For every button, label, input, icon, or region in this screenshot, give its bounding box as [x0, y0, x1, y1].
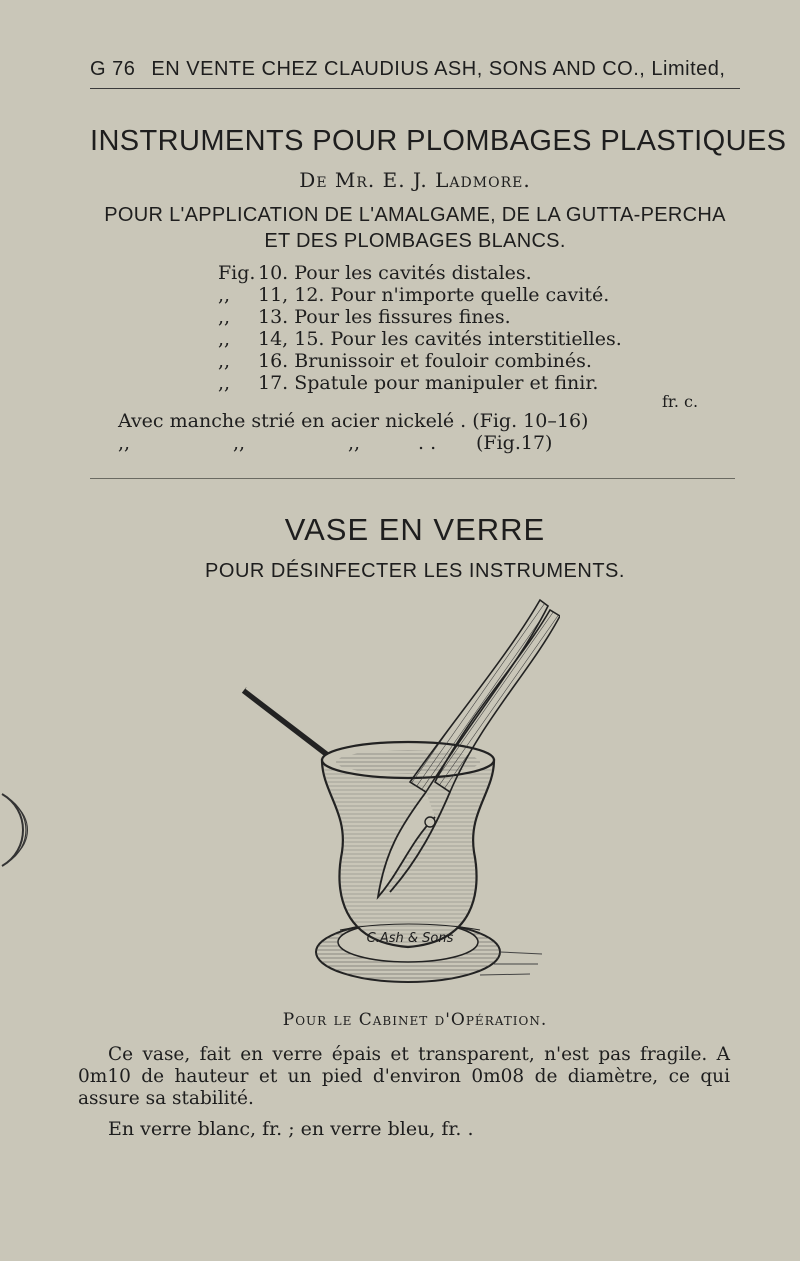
illustration-caption: Pour le Cabinet d'Opération.	[282, 1010, 548, 1030]
figure-text: 17. Spatule pour manipuler et finir.	[258, 372, 599, 394]
leader-dots: . .	[418, 432, 437, 454]
figure-prefix: ,,	[218, 328, 231, 350]
section-divider	[90, 478, 735, 479]
currency-header: fr. c.	[662, 392, 699, 411]
section1-subtitle	[90, 202, 740, 254]
figure-text: 14, 15. Pour les cavités interstitielles.	[258, 328, 622, 350]
glass-vase-illustration	[230, 592, 560, 1002]
section1-author: De Mr. E. J. Ladmore.	[299, 168, 531, 192]
ditto-mark: ,,	[348, 432, 361, 454]
figure-item	[218, 284, 622, 306]
figure-prefix: ,,	[218, 350, 231, 372]
figure-text: 13. Pour les fissures fines.	[258, 306, 511, 328]
ditto-mark: ,,	[233, 432, 246, 454]
figure-prefix: Fig.	[218, 262, 256, 284]
figure-item	[218, 372, 622, 394]
figure-prefix: ,,	[218, 372, 231, 394]
subtitle-line-2: ET DES PLOMBAGES BLANCS.	[264, 230, 566, 252]
figure-text: 11, 12. Pour n'importe quelle cavité.	[258, 284, 610, 306]
figure-item	[218, 262, 622, 284]
figure-text: 16. Brunissoir et fouloir combinés.	[258, 350, 592, 372]
vase-price-line: En verre blanc, fr. ; en verre bleu, fr. .	[108, 1118, 474, 1140]
price-line-1: Avec manche strié en acier nickelé . (Fig. 10–16)	[118, 410, 589, 432]
figure-item	[218, 328, 622, 350]
section1-title: INSTRUMENTS POUR PLOMBAGES PLASTIQUES	[90, 125, 787, 157]
figure-prefix: ,,	[218, 284, 231, 306]
figure-text: 10. Pour les cavités distales.	[258, 262, 532, 284]
figure-item	[218, 350, 622, 372]
subtitle-line-1: POUR L'APPLICATION DE L'AMALGAME, DE LA GUTTA-PERCHA	[104, 204, 726, 226]
section2-subtitle: POUR DÉSINFECTER LES INSTRUMENTS.	[205, 560, 625, 582]
ditto-mark: ,,	[118, 432, 131, 454]
vase-maker-mark: C.Ash & Sons	[366, 931, 454, 946]
figure-list	[218, 262, 622, 394]
page-header	[90, 58, 740, 81]
description-paragraph: Ce vase, fait en verre épais et transparent, n'est pas fragile. A 0m10 de hauteur et un pied d'environ 0m08 de diamètre, ce qui assure sa stabilité.	[78, 1044, 730, 1109]
page-number: G 76	[90, 58, 136, 80]
figure-prefix: ,,	[218, 306, 231, 328]
header-rule	[90, 88, 740, 89]
price-line-2	[118, 432, 552, 454]
figure-item	[218, 306, 622, 328]
price-fig: (Fig.17)	[476, 432, 553, 454]
section2-title: VASE EN VERRE	[284, 512, 546, 547]
margin-bracket-mark	[0, 790, 40, 870]
header-text: EN VENTE CHEZ CLAUDIUS ASH, SONS AND CO., Limited,	[151, 58, 726, 80]
